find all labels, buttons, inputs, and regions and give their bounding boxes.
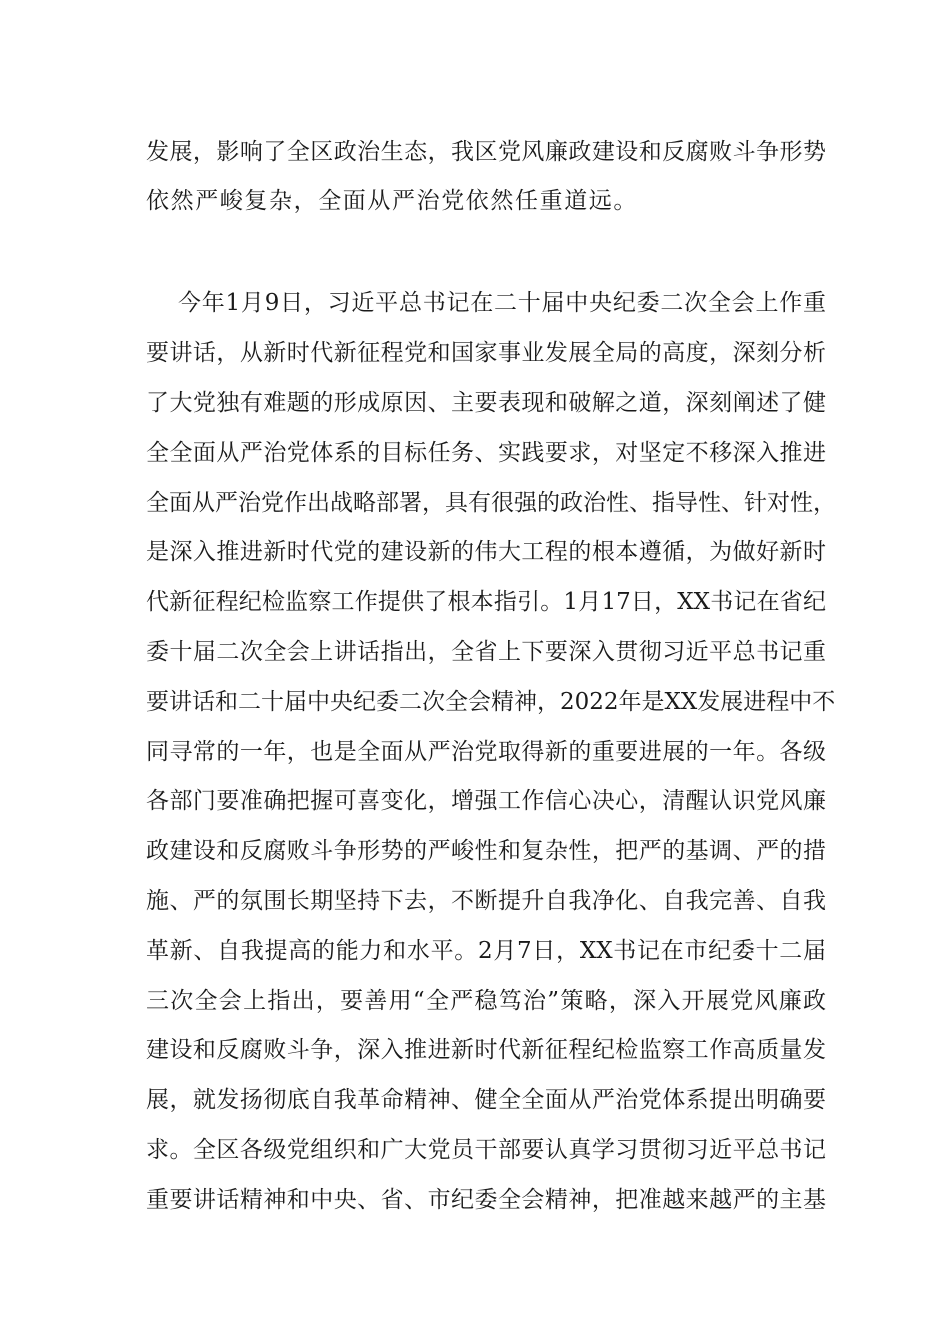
text-line: 革新、自我提高的能力和水平。2月7日，XX书记在市纪委十二届 — [146, 938, 826, 964]
text-line: 了大党独有难题的形成原因、主要表现和破解之道，深刻阐述了健 — [146, 390, 826, 416]
text-line: 要讲话，从新时代新征程党和国家事业发展全局的高度，深刻分析 — [146, 340, 826, 366]
text-line: 建设和反腐败斗争，深入推进新时代新征程纪检监察工作高质量发 — [146, 1037, 826, 1063]
text-line: 各部门要准确把握可喜变化，增强工作信心决心，清醒认识党风廉 — [146, 788, 826, 814]
text-line: 今年1月9日，习近平总书记在二十届中央纪委二次全会上作重 — [178, 290, 826, 316]
text-line: 重要讲话精神和中央、省、市纪委全会精神，把准越来越严的主基 — [146, 1187, 826, 1213]
text-line: 是深入推进新时代党的建设新的伟大工程的根本遵循，为做好新时 — [146, 539, 826, 565]
text-line: 依然严峻复杂，全面从严治党依然任重道远。 — [146, 188, 638, 214]
text-line: 全全面从严治党体系的目标任务、实践要求，对坚定不移深入推进 — [146, 440, 826, 466]
text-line: 三次全会上指出，要善用“全严稳笃治”策略，深入开展党风廉政 — [146, 988, 826, 1014]
text-line: 同寻常的一年，也是全面从严治党取得新的重要进展的一年。各级 — [146, 739, 826, 765]
text-line: 委十届二次全会上讲话指出，全省上下要深入贯彻习近平总书记重 — [146, 639, 826, 665]
text-line: 求。全区各级党组织和广大党员干部要认真学习贯彻习近平总书记 — [146, 1137, 826, 1163]
text-line: 全面从严治党作出战略部署，具有很强的政治性、指导性、针对性， — [146, 490, 836, 516]
text-line: 展，就发扬彻底自我革命精神、健全全面从严治党体系提出明确要 — [146, 1087, 826, 1113]
text-line: 发展，影响了全区政治生态，我区党风廉政建设和反腐败斗争形势 — [146, 139, 826, 165]
text-line: 代新征程纪检监察工作提供了根本指引。1月17日，XX书记在省纪 — [146, 589, 826, 615]
text-line: 政建设和反腐败斗争形势的严峻性和复杂性，把严的基调、严的措 — [146, 838, 826, 864]
text-line: 施、严的氛围长期坚持下去，不断提升自我净化、自我完善、自我 — [146, 888, 826, 914]
text-line: 要讲话和二十届中央纪委二次全会精神，2022年是XX发展进程中不 — [146, 689, 836, 715]
